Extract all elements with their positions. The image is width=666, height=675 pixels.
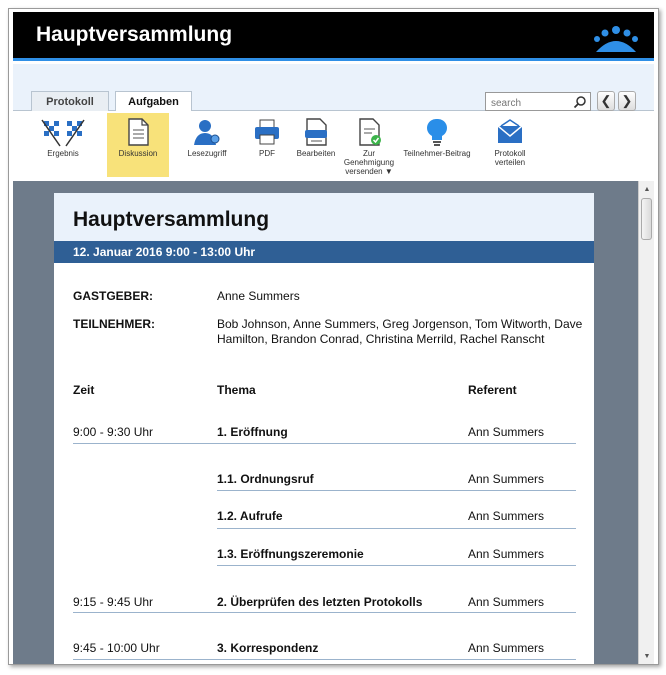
approval-document-icon bbox=[354, 117, 384, 147]
row-divider bbox=[217, 565, 576, 566]
toolbar-label: Lesezugriff bbox=[187, 149, 227, 158]
row-divider bbox=[73, 612, 576, 613]
app-window bbox=[8, 8, 659, 665]
toolbar-label: Bearbeiten bbox=[296, 149, 336, 158]
scroll-thumb[interactable] bbox=[641, 198, 652, 240]
column-header-topic: Thema bbox=[217, 383, 256, 397]
row-time: 9:45 - 10:00 Uhr bbox=[73, 641, 160, 655]
participants-value: Bob Johnson, Anne Summers, Greg Jorgenson, Tom Witworth, Dave Hamilton, Brandon Conrad, Christina Merrild, Rachel Ranscht bbox=[217, 317, 583, 346]
participants-label: TEILNEHMER: bbox=[73, 317, 155, 331]
document-date: 12. Januar 2016 9:00 - 13:00 Uhr bbox=[54, 241, 594, 263]
toolbar-lesezugriff[interactable] bbox=[179, 113, 235, 177]
row-topic: 3. Korrespondenz bbox=[217, 641, 319, 655]
search-input[interactable] bbox=[486, 95, 570, 112]
row-presenter: Ann Summers bbox=[468, 547, 545, 561]
row-divider bbox=[73, 443, 576, 444]
row-divider bbox=[217, 490, 576, 491]
lightbulb-icon bbox=[422, 117, 452, 147]
search-icon[interactable] bbox=[573, 95, 587, 109]
row-topic: 1.1. Ordnungsruf bbox=[217, 472, 314, 486]
document-title: Hauptversammlung bbox=[54, 193, 594, 241]
logo-icon bbox=[592, 22, 640, 56]
user-key-icon bbox=[192, 117, 222, 147]
envelope-icon bbox=[495, 117, 525, 147]
toolbar-diskussion[interactable] bbox=[107, 113, 169, 177]
row-presenter: Ann Summers bbox=[468, 425, 545, 439]
tab-bar bbox=[13, 64, 654, 111]
tab-protokoll[interactable]: Protokoll bbox=[31, 91, 109, 112]
checkered-flags-icon bbox=[38, 117, 88, 147]
toolbar-label: Protokoll verteilen bbox=[494, 149, 526, 167]
toolbar-zur-genehmigung[interactable] bbox=[339, 113, 399, 177]
edit-document-icon bbox=[301, 117, 331, 147]
toolbar-label: Diskussion bbox=[118, 149, 158, 158]
row-divider bbox=[217, 528, 576, 529]
next-button[interactable]: ❯ bbox=[618, 91, 636, 111]
row-topic: 1.2. Aufrufe bbox=[217, 509, 283, 523]
column-header-presenter: Referent bbox=[468, 383, 517, 397]
toolbar-label: Teilnehmer-Beitrag bbox=[403, 149, 471, 158]
row-topic: 1.3. Eröffnungszeremonie bbox=[217, 547, 364, 561]
host-label: GASTGEBER: bbox=[73, 289, 154, 303]
row-presenter: Ann Summers bbox=[468, 509, 545, 523]
printer-icon bbox=[252, 117, 282, 147]
row-presenter: Ann Summers bbox=[468, 595, 545, 609]
document-viewport[interactable] bbox=[13, 181, 638, 665]
toolbar-teilnehmer-beitrag[interactable] bbox=[399, 113, 475, 177]
toolbar-bearbeiten[interactable] bbox=[291, 113, 341, 177]
search-box bbox=[485, 92, 591, 111]
toolbar-label: PDF bbox=[259, 149, 275, 158]
title-bar bbox=[13, 12, 654, 61]
document-icon bbox=[123, 117, 153, 147]
toolbar-pdf[interactable] bbox=[247, 113, 287, 177]
row-presenter: Ann Summers bbox=[468, 641, 545, 655]
column-header-time: Zeit bbox=[73, 383, 95, 397]
prev-button[interactable]: ❮ bbox=[597, 91, 615, 111]
toolbar-ergebnis[interactable] bbox=[35, 113, 91, 177]
row-time: 9:15 - 9:45 Uhr bbox=[73, 595, 154, 609]
scroll-up-arrow-icon[interactable]: ▲ bbox=[643, 186, 651, 193]
dropdown-arrow-icon[interactable]: ▼ bbox=[384, 167, 393, 176]
row-presenter: Ann Summers bbox=[468, 472, 545, 486]
tab-aufgaben[interactable]: Aufgaben bbox=[115, 91, 192, 113]
document-page bbox=[54, 193, 594, 665]
row-topic: 1. Eröffnung bbox=[217, 425, 288, 439]
toolbar-label: Ergebnis bbox=[47, 149, 79, 158]
row-divider bbox=[73, 659, 576, 660]
app-title: Hauptversammlung bbox=[36, 23, 233, 46]
toolbar-protokoll-verteilen[interactable] bbox=[485, 113, 535, 177]
ribbon-toolbar bbox=[13, 111, 654, 181]
toolbar-label: Zur Genehmigung versenden bbox=[343, 149, 395, 176]
host-value: Anne Summers bbox=[217, 289, 300, 303]
row-topic: 2. Überprüfen des letzten Protokolls bbox=[217, 595, 423, 609]
row-time: 9:00 - 9:30 Uhr bbox=[73, 425, 154, 439]
scroll-down-arrow-icon[interactable]: ▼ bbox=[643, 653, 651, 660]
vertical-scrollbar[interactable] bbox=[638, 181, 654, 665]
